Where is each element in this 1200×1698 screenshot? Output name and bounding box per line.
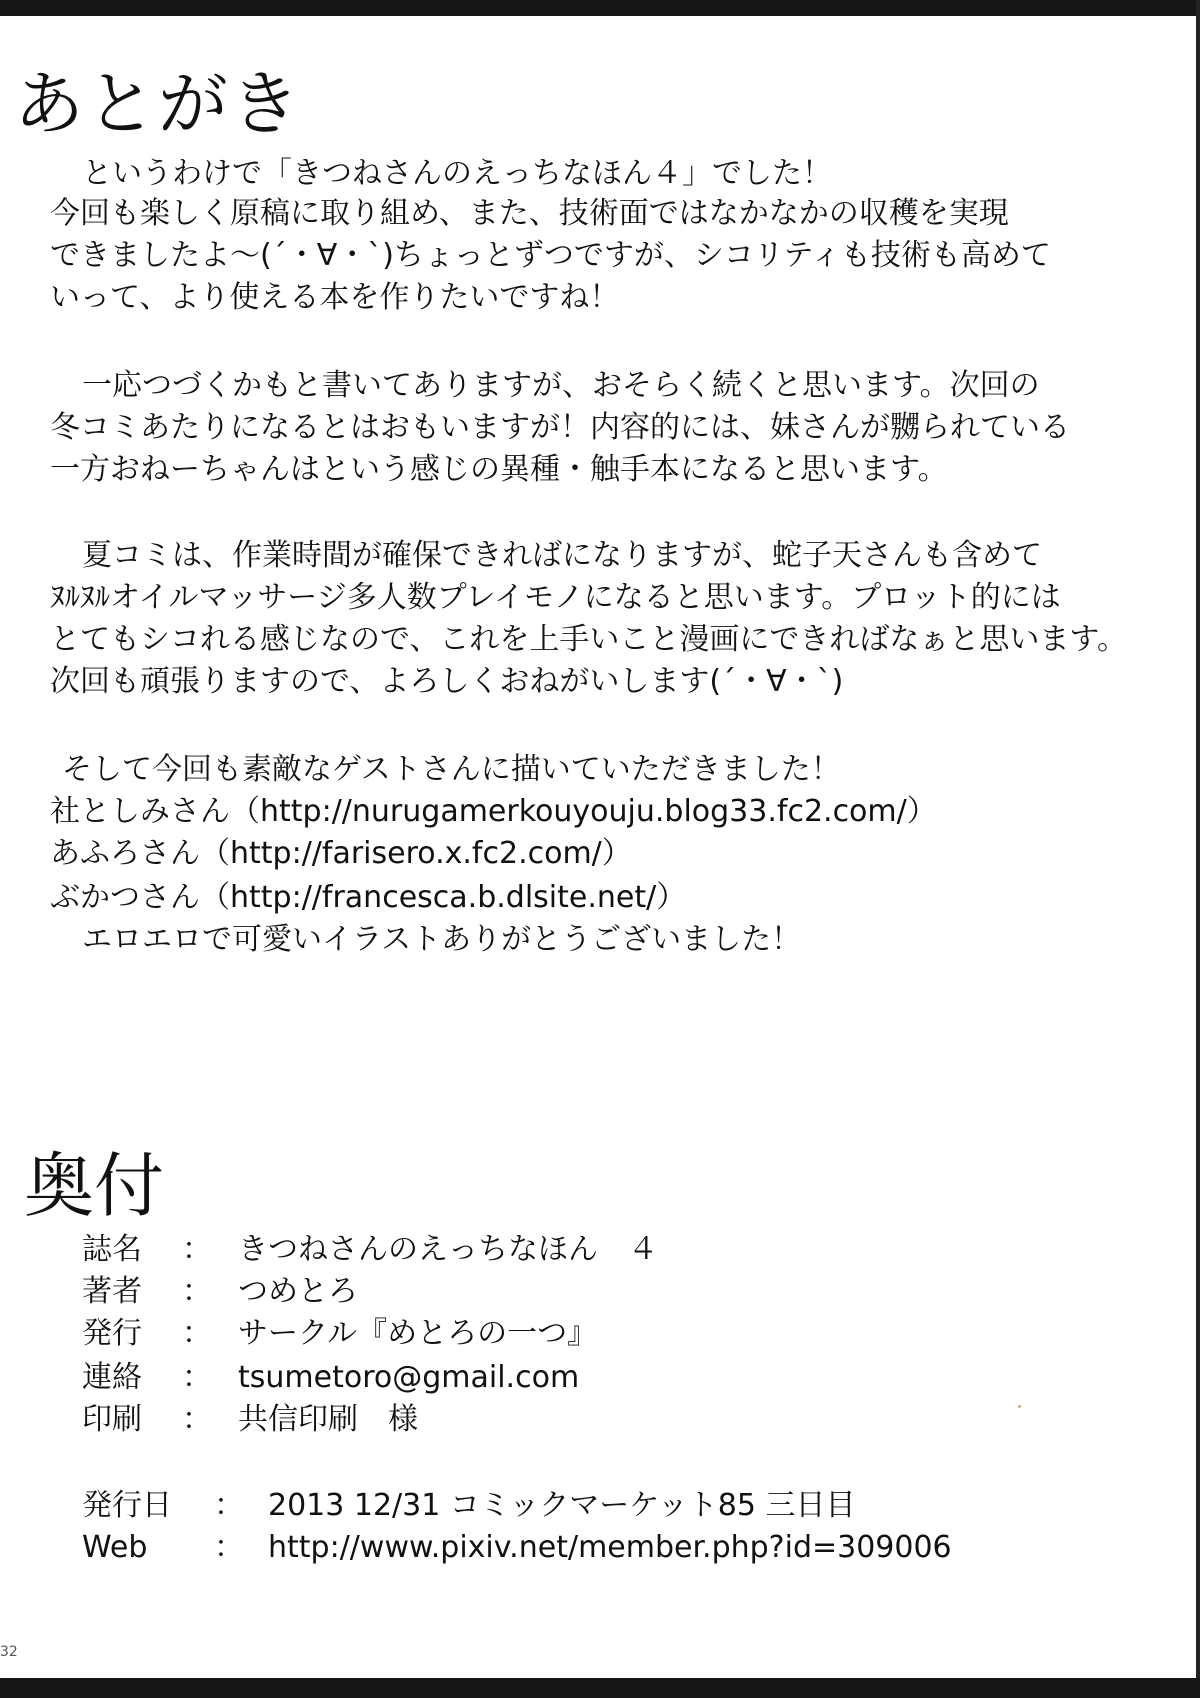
colophon-separator: ： — [182, 1360, 212, 1395]
colophon-separator: ： — [182, 1316, 212, 1351]
afterword-line: 今回も楽しく原稿に取り組め、また、技術面ではなかなかの収穫を実現 — [50, 196, 1009, 231]
colophon-separator: ： — [214, 1488, 244, 1523]
afterword-line: エロエロで可愛いイラストありがとうございました！ — [82, 922, 802, 957]
colophon-separator: ： — [182, 1274, 212, 1309]
guest-credit: 社としみさん（http://nurugamerkouyouju.blog33.fc2.com/） — [50, 794, 937, 829]
afterword-line: ﾇﾙﾇﾙオイルマッサージ多人数プレイモノになると思います。プロット的には — [50, 580, 1061, 615]
colophon-label: 発行 — [82, 1316, 142, 1351]
scan-edge-right — [1196, 0, 1200, 1698]
colophon-label: 印刷 — [82, 1402, 142, 1437]
colophon-separator: ： — [182, 1232, 212, 1267]
afterword-line: いって、より使える本を作りたいですね！ — [50, 280, 620, 315]
scan-speck — [1018, 1405, 1021, 1408]
afterword-title: あとがき — [14, 63, 302, 145]
afterword-line: 一方おねーちゃんはという感じの異種・触手本になると思います。 — [50, 452, 948, 487]
guest-credit: あふろさん（http://farisero.x.fc2.com/） — [50, 836, 632, 871]
colophon-label: 著者 — [82, 1274, 142, 1309]
afterword-line: そして今回も素敵なゲストさんに描いていただきました！ — [62, 752, 841, 787]
colophon-web-url: http://www.pixiv.net/member.php?id=309006 — [268, 1530, 952, 1565]
colophon-label: 誌名 — [82, 1232, 142, 1267]
colophon-separator: ： — [214, 1530, 244, 1565]
scan-edge-top — [0, 0, 1200, 16]
colophon-value: 2013 12/31 コミックマーケット85 三日目 — [268, 1488, 856, 1523]
afterword-line: 夏コミは、作業時間が確保できればになりますが、蛇子天さんも含めて — [82, 538, 1042, 573]
scan-edge-bottom — [0, 1678, 1200, 1698]
afterword-line: 一応つづくかもと書いてありますが、おそらく続くと思います。次回の — [82, 368, 1040, 403]
afterword-line: 冬コミあたりになるとはおもいますが！内容的には、妹さんが嬲られている — [50, 410, 1070, 445]
guest-credit: ぶかつさん（http://francesca.b.dlsite.net/） — [50, 880, 687, 915]
colophon-label: 連絡 — [82, 1360, 142, 1395]
colophon-title: 奥付 — [24, 1145, 164, 1227]
colophon-value: きつねさんのえっちなほん ４ — [238, 1232, 658, 1267]
colophon-value: つめとろ — [238, 1274, 358, 1309]
page-number: 32 — [0, 1644, 18, 1660]
colophon-label: Web — [82, 1530, 148, 1565]
colophon-email: tsumetoro@gmail.com — [238, 1360, 580, 1395]
afterword-line: 次回も頑張りますので、よろしくおねがいします(´・∀・`) — [50, 664, 844, 699]
colophon-value: サークル『めとろの一つ』 — [238, 1316, 598, 1351]
colophon-value: 共信印刷 様 — [238, 1402, 418, 1437]
afterword-line: というわけで「きつねさんのえっちなほん４」でした！ — [82, 156, 832, 191]
colophon-label: 発行日 — [82, 1488, 172, 1523]
afterword-line: できましたよ〜(´・∀・`)ちょっとずつですが、シコリティも技術も高めて — [50, 238, 1051, 273]
colophon-separator: ： — [182, 1402, 212, 1437]
afterword-line: とてもシコれる感じなので、これを上手いこと漫画にできればなぁと思います。 — [50, 622, 1127, 657]
